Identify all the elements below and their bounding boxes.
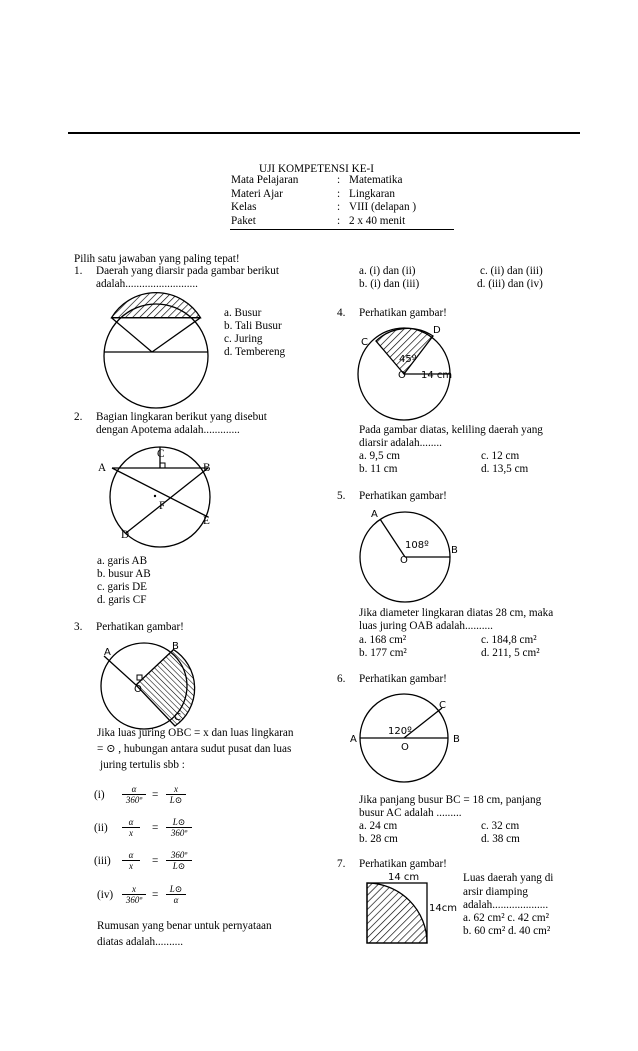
fraction-right [166, 817, 192, 838]
option-d[interactable]: d. 211, 5 cm² [481, 647, 540, 659]
option-d[interactable]: d. Tembereng [224, 346, 286, 358]
q6-label-a: A [350, 734, 357, 745]
question-text: = ⊙ , hubungan antara sudut pusat dan luas [97, 743, 292, 755]
q2-center-point [154, 495, 156, 497]
question-text: Daerah yang diarsir pada gambar berikut [96, 265, 279, 277]
q3-label-o: O [134, 684, 142, 695]
option-a[interactable]: a. (i) dan (ii) [359, 265, 416, 277]
numerator: α [122, 850, 140, 861]
header-sep: : [337, 174, 341, 186]
question-text: Perhatikan gambar! [96, 621, 184, 633]
q3-shaded-sector [136, 650, 195, 726]
header-value: Lingkaran [349, 188, 395, 200]
option-c[interactable]: c. (ii) dan (iii) [480, 265, 543, 277]
q6-label-b: B [453, 734, 460, 745]
option-a[interactable]: a. Busur [224, 307, 262, 319]
question-text: Jika panjang busur BC = 18 cm, panjang [359, 794, 542, 806]
question-text: juring tertulis sbb : [100, 759, 185, 771]
question-text: arsir diamping [463, 886, 528, 898]
question-text: Perhatikan gambar! [359, 307, 447, 319]
q4-label-o: O [398, 370, 406, 381]
q2-label-e: E [203, 515, 210, 527]
denominator: L⊙ [169, 795, 183, 805]
header-label: Materi Ajar [231, 188, 283, 200]
numerator: L⊙ [166, 817, 192, 828]
denominator: x [129, 828, 133, 838]
question-number: 2. [74, 411, 83, 423]
header-sep: : [337, 188, 341, 200]
formula-number: (ii) [94, 822, 108, 834]
numerator: x [166, 784, 186, 795]
equals-sign: = [152, 789, 159, 801]
option-d[interactable]: d. garis CF [97, 594, 147, 606]
question-text: Perhatikan gambar! [359, 490, 447, 502]
header-value: Matematika [349, 174, 403, 186]
q2-label-a: A [98, 462, 107, 474]
option-b[interactable]: b. busur AB [97, 568, 151, 580]
question-number: 7. [337, 858, 346, 870]
question-text: diarsir adalah........ [359, 437, 442, 449]
option-a[interactable]: a. 168 cm² [359, 634, 407, 646]
q6-label-angle: 120º [388, 726, 412, 737]
q1-circle [104, 304, 208, 408]
question-text: Pada gambar diatas, keliling daerah yang [359, 424, 543, 436]
question-number: 5. [337, 490, 346, 502]
denominator: 360º [125, 895, 143, 905]
option-c[interactable]: c. Juring [224, 333, 263, 345]
numerator: L⊙ [166, 884, 186, 895]
fraction-left [122, 884, 146, 905]
q4-label-c: C [361, 337, 368, 348]
question-text: diatas adalah.......... [97, 936, 184, 948]
denominator: α [173, 895, 179, 905]
equals-sign: = [152, 889, 159, 901]
option-b[interactable]: b. 177 cm² [359, 647, 407, 659]
numerator: α [122, 784, 146, 795]
formula-number: (i) [94, 789, 105, 801]
q2-label-d: D [121, 529, 130, 541]
q2-label-c: C [157, 448, 165, 460]
option-a[interactable]: a. garis AB [97, 555, 148, 567]
q3-radius-oa [104, 656, 136, 685]
formula-number: (iv) [97, 889, 114, 901]
top-rule [68, 132, 580, 134]
fraction-right [166, 850, 192, 871]
instruction: Pilih satu jawaban yang paling tepat! [74, 253, 240, 265]
option-b[interactable]: b. 11 cm [359, 463, 398, 475]
q6-label-c: C [439, 700, 446, 711]
q5-label-b: B [451, 545, 458, 556]
q3-label-a: A [104, 647, 111, 658]
formula-number: (iii) [94, 855, 111, 867]
options-row[interactable]: a. 62 cm² c. 42 cm² [463, 912, 549, 924]
q4-shaded-sector [376, 328, 433, 374]
question-text: Perhatikan gambar! [359, 858, 447, 870]
header-sep: : [337, 201, 341, 213]
header-label: Kelas [231, 201, 257, 213]
header-label: Paket [231, 215, 256, 227]
question-text: Jika luas juring OBC = x dan luas lingkaran [97, 727, 294, 739]
numerator: 360º [166, 850, 192, 861]
exam-title: UJI KOMPETENSI KE-I [259, 163, 374, 175]
q3-label-c: C [174, 712, 181, 723]
q3-label-b: B [172, 641, 179, 652]
question-text: luas juring OAB adalah.......... [359, 620, 493, 632]
option-b[interactable]: b. 28 cm [359, 833, 398, 845]
q7-label-top: 14 cm [388, 872, 420, 883]
fraction-left [122, 784, 146, 805]
denominator: L⊙ [172, 861, 186, 871]
option-d[interactable]: d. 38 cm [481, 833, 520, 845]
question-text: Luas daerah yang di [463, 872, 554, 884]
option-a[interactable]: a. 9,5 cm [359, 450, 401, 462]
options-row[interactable]: b. 60 cm² d. 40 cm² [463, 925, 551, 937]
q7-shaded-quarter-circle [367, 883, 427, 943]
q1-radius [112, 318, 153, 352]
q4-label-angle: 45º [399, 354, 417, 365]
question-number: 1. [74, 265, 83, 277]
q1-radius [152, 318, 201, 352]
q7-square-figure [366, 882, 428, 944]
question-text: dengan Apotema adalah............. [96, 424, 240, 436]
q5-radius-oa [380, 519, 405, 557]
header-sep: : [337, 215, 341, 227]
fraction-right [166, 784, 186, 805]
fraction-right [166, 884, 186, 905]
q2-label-b: B [203, 462, 211, 474]
question-number: 3. [74, 621, 83, 633]
q1-circle-figure [100, 300, 212, 412]
option-d[interactable]: d. (iii) dan (iv) [477, 278, 543, 290]
option-c[interactable]: c. garis DE [97, 581, 148, 593]
fraction-left [122, 817, 140, 838]
q7-label-side: 14cm [429, 903, 457, 914]
option-b[interactable]: b. Tali Busur [224, 320, 282, 332]
option-c[interactable]: c. 184,8 cm² [481, 634, 537, 646]
question-text: Rumusan yang benar untuk pernyataan [97, 920, 272, 932]
header-label: Mata Pelajaran [231, 174, 299, 186]
option-c[interactable]: c. 12 cm [481, 450, 520, 462]
equals-sign: = [152, 822, 159, 834]
question-text: Jika diameter lingkaran diatas 28 cm, maka [359, 607, 554, 619]
option-a[interactable]: a. 24 cm [359, 820, 398, 832]
q5-label-o: O [400, 555, 408, 566]
q2-label-f: F [159, 500, 166, 512]
denominator: 360º [170, 828, 188, 838]
numerator: α [122, 817, 140, 828]
denominator: x [129, 861, 133, 871]
option-b[interactable]: b. (i) dan (iii) [359, 278, 420, 290]
option-d[interactable]: d. 13,5 cm [481, 463, 529, 475]
question-text: adalah.................... [463, 899, 549, 911]
denominator: 360º [125, 795, 143, 805]
question-text: adalah.......................... [96, 278, 198, 290]
question-text: Bagian lingkaran berikut yang disebut [96, 411, 267, 423]
q2-right-angle [160, 463, 165, 468]
question-text: Perhatikan gambar! [359, 673, 447, 685]
q4-label-radius: 14 cm [421, 370, 453, 381]
header-rule [230, 229, 454, 230]
equals-sign: = [152, 855, 159, 867]
question-number: 4. [337, 307, 346, 319]
option-c[interactable]: c. 32 cm [481, 820, 520, 832]
header-value: VIII (delapan ) [349, 201, 417, 213]
q5-label-a: A [371, 509, 378, 520]
header-value: 2 x 40 menit [349, 215, 406, 227]
question-text: busur AC adalah ......... [359, 807, 462, 819]
q2-line-bd [126, 468, 208, 533]
numerator: x [122, 884, 146, 895]
question-number: 6. [337, 673, 346, 685]
q6-label-o: O [401, 742, 409, 753]
fraction-left [122, 850, 140, 871]
q5-label-angle: 108º [405, 540, 429, 551]
q4-label-d: D [433, 325, 441, 336]
